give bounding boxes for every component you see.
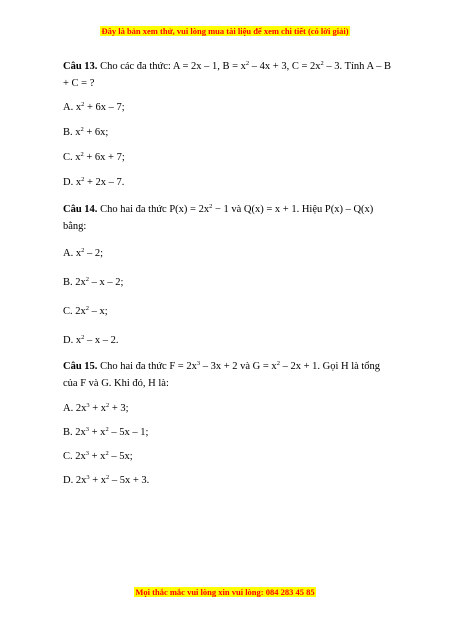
option-text: – 2; [84, 248, 104, 259]
exponent: 2 [81, 101, 85, 108]
question-15-option-a [63, 402, 393, 416]
exponent: 2 [81, 247, 85, 254]
exponent: 2 [245, 60, 250, 67]
exponent: 3 [86, 474, 90, 481]
option-text: D. 2x [63, 475, 87, 486]
exponent: 2 [106, 402, 110, 409]
question-15-text: Cho hai đa thức F = 2x [97, 361, 197, 372]
question-15-text: – 3x + 2 và G = x [200, 361, 277, 372]
exponent: 2 [85, 276, 90, 283]
question-13-option-c [63, 151, 393, 165]
option-text: – 5x; [108, 451, 133, 462]
question-15-option-c [63, 450, 393, 464]
question-13 [63, 58, 393, 92]
question-15-text: – 2x + 1. Gọi H là tổng của F và G. Khi đó, H là: [63, 361, 381, 389]
exponent: 3 [85, 426, 90, 433]
exponent: 2 [80, 126, 84, 133]
option-text: + 6x – 7; [84, 102, 125, 113]
question-13-option-d [63, 176, 393, 190]
option-text: B. 2x [63, 277, 86, 288]
question-15-option-b [63, 426, 393, 440]
question-14-option-a [63, 247, 393, 261]
option-text: + 2x – 7. [84, 177, 125, 188]
option-text: + 6x; [83, 127, 109, 138]
question-13-text: – 4x + 3, C = 2x [249, 61, 321, 72]
option-text: + 3; [109, 403, 129, 414]
option-text: + x [89, 403, 107, 414]
question-15 [63, 358, 393, 392]
option-text: B. x [63, 127, 81, 138]
exponent: 2 [276, 360, 280, 367]
option-text: – 5x – 1; [108, 427, 149, 438]
question-13-label: Câu 13. [63, 61, 98, 72]
option-text: – x; [89, 306, 108, 317]
question-15-label: Câu 15. [63, 361, 98, 372]
exponent: 3 [85, 450, 90, 457]
preview-notice-text: Đây là bản xem thử, vui lòng mua tài liệu để xem chi tiết (có lời giải) [101, 26, 349, 36]
exponent: 2 [80, 151, 84, 158]
question-13-option-a [63, 101, 393, 115]
exponent: 2 [106, 474, 110, 481]
option-text: – x – 2; [89, 277, 124, 288]
exponent: 3 [196, 360, 201, 367]
exponent: 2 [85, 305, 90, 312]
exponent: 2 [209, 203, 213, 210]
contact-banner [0, 587, 450, 598]
option-text: + x [89, 427, 106, 438]
exponent: 2 [105, 426, 109, 433]
preview-notice-banner [0, 26, 450, 37]
question-13-option-b [63, 126, 393, 140]
question-14-option-d [63, 334, 393, 348]
option-text: + 6x + 7; [83, 152, 125, 163]
option-text: C. x [63, 152, 81, 163]
document-body [63, 58, 393, 488]
option-text: + x [89, 475, 107, 486]
option-text: A. 2x [63, 403, 87, 414]
option-text: D. x [63, 177, 82, 188]
question-14-label: Câu 14. [63, 204, 98, 215]
question-13-text: Cho các đa thức: A = 2x – 1, B = x [97, 61, 246, 72]
question-15-option-d [63, 474, 393, 488]
option-text: C. 2x [63, 306, 86, 317]
question-14-text: − 1 và Q(x) = x + 1. Hiệu P(x) – Q(x) bằng: [63, 204, 374, 232]
question-13-text: – 3. Tính A – B + C = ? [63, 61, 391, 89]
option-text: + x [89, 451, 106, 462]
option-text: D. x [63, 335, 82, 346]
question-14-option-b [63, 276, 393, 290]
exponent: 2 [81, 334, 85, 341]
contact-text: Mọi thắc mắc vui lòng xin vui lòng: 084 283 45 85 [135, 587, 315, 597]
option-text: – x – 2. [84, 335, 119, 346]
question-14-text: Cho hai đa thức P(x) = 2x [97, 204, 210, 215]
exponent: 3 [86, 402, 90, 409]
option-text: – 5x + 3. [109, 475, 150, 486]
option-text: A. x [63, 102, 82, 113]
exponent: 2 [320, 60, 324, 67]
option-text: B. 2x [63, 427, 86, 438]
question-14 [63, 201, 393, 235]
option-text: A. x [63, 248, 82, 259]
exponent: 2 [105, 450, 109, 457]
exponent: 2 [81, 176, 85, 183]
option-text: C. 2x [63, 451, 86, 462]
question-14-option-c [63, 305, 393, 319]
